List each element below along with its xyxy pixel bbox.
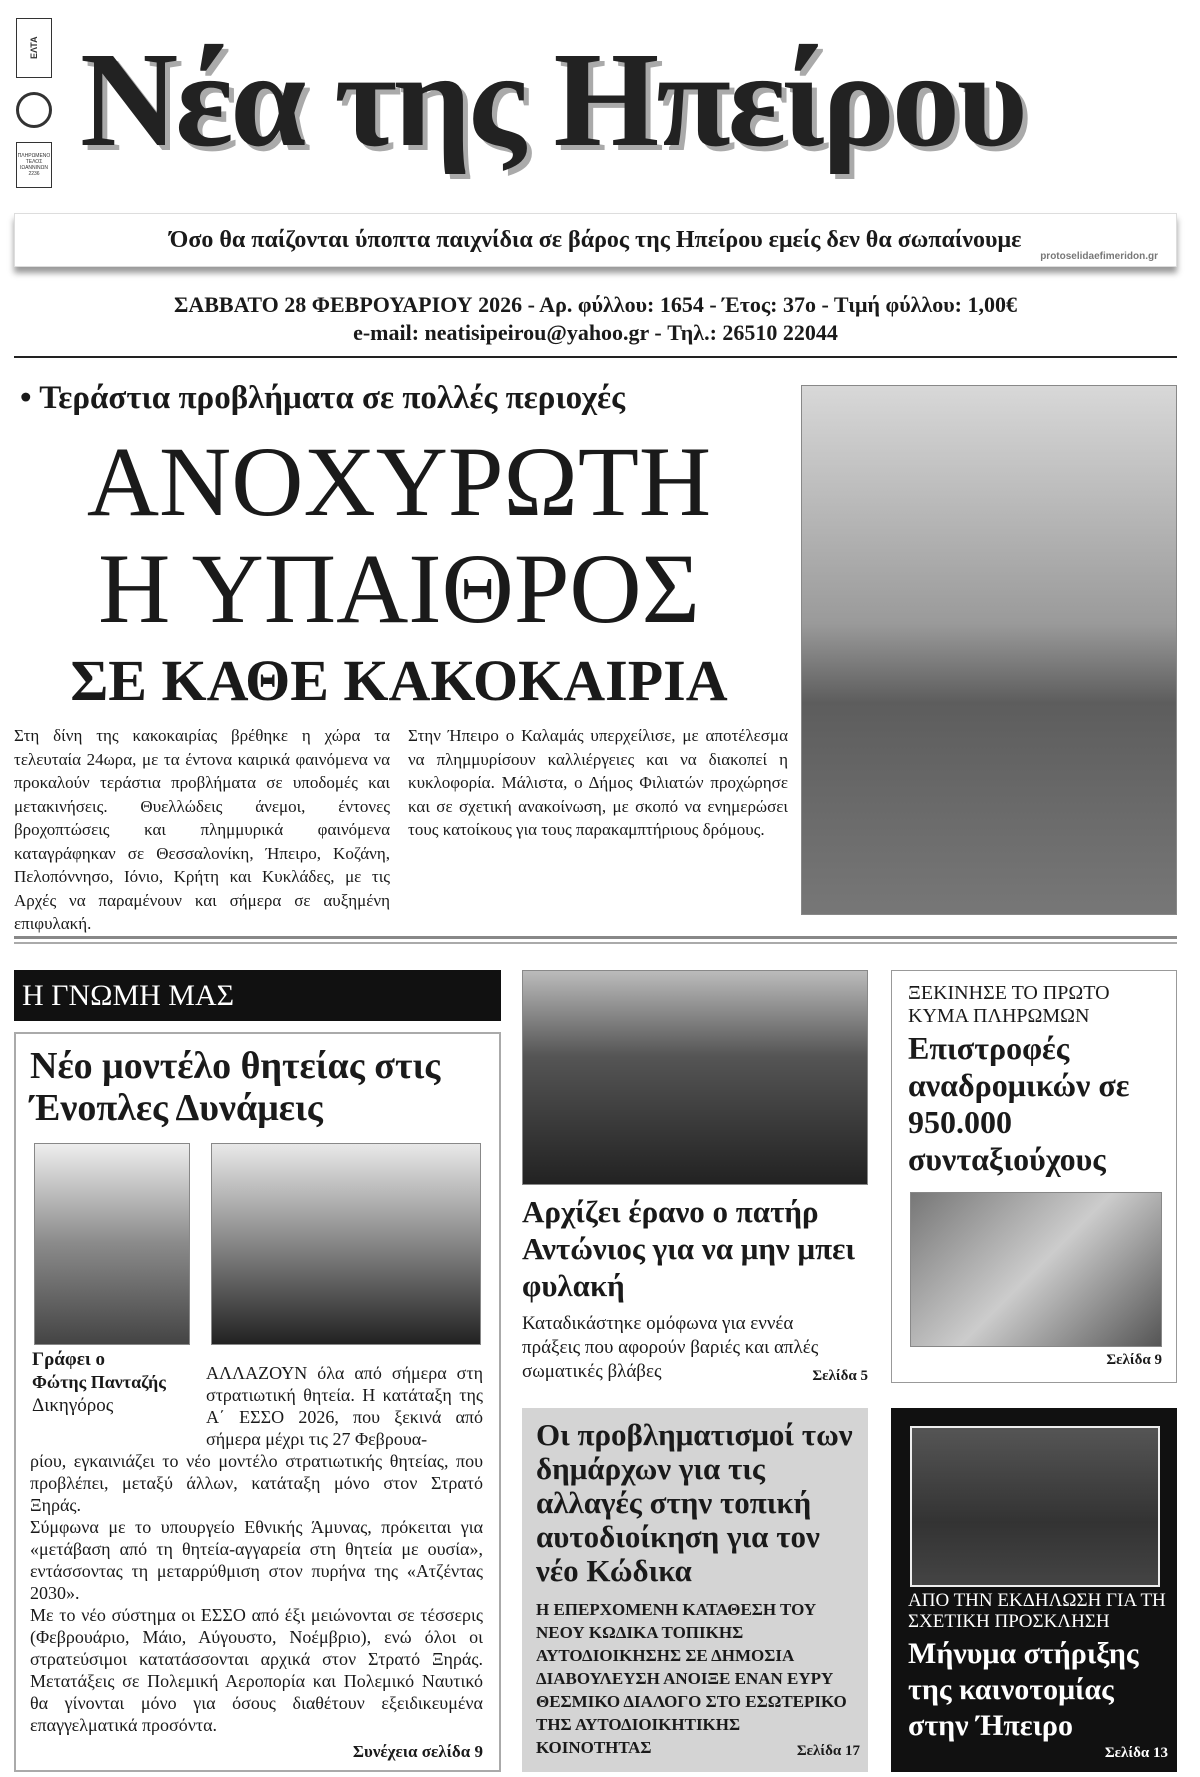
event-photo xyxy=(910,1426,1160,1587)
story2-sub: Καταδικάστηκε ομόφωνα για εννέα πράξεις που αφορούν βαριές και απλές σωματικές βλάβες xyxy=(522,1313,819,1382)
byline-prefix: Γράφει ο xyxy=(32,1349,105,1370)
seal-logo xyxy=(16,92,52,128)
contact-line: e-mail: neatisipeirou@yahoo.gr - Τηλ.: 26510 22044 xyxy=(353,320,838,345)
story4-box xyxy=(522,1408,868,1772)
lead-kicker: • Τεράστια προβλήματα σε πολλές περιοχές xyxy=(20,380,626,416)
lead-headline-1: ΑΝΟΧΥΡΩΤΗ xyxy=(86,426,712,537)
minister-photo xyxy=(211,1143,481,1345)
watermark: protoselidaefimeridon.gr xyxy=(1040,251,1158,262)
opinion-label: Η ΓΝΩΜΗ ΜΑΣ xyxy=(14,970,501,1021)
slogan-banner xyxy=(14,213,1177,267)
double-rule-top xyxy=(14,936,1177,939)
newspaper-title: Νέα της Ηπείρου xyxy=(80,25,1025,175)
opinion-paragraph: Σύμφωνα με το υπουργείο Εθνικής Άμυνας, πρόκειται για «μετάβαση από τη θητεία-αγγαρεία στη θητεία με ουσία», εντάσσοντας τη μεταρρύθμιση στον πυρήνα της «Ατζέντας 2030». xyxy=(30,1517,483,1603)
lead-body-col1: Στη δίνη της κακοκαιρίας βρέθηκε η χώρα τα τελευταία 24ωρα, με τα έντονα καιρικά φαινόμενα να προκαλούν τεράστια προβλήματα σε υποδομές και μετακινήσεις. Θυελλώδεις άνεμοι, έντονες βροχοπτώσεις και πλημμυρικά φαινόμενα καταγράφηκαν σε Θεσσαλονίκη, Ήπειρο, Κοζάνη, Πελοπόννησο, Ιόνιο, Κρήτη και Κυκλάδες, με τις Αρχές να παραμένουν και σήμερα σε αυξημένη επιφυλακή. xyxy=(14,726,390,933)
slogan-text: Όσο θα παίζονται ύποπτα παιχνίδια σε βάρος της Ηπείρου εμείς δεν θα σωπαίνουμε xyxy=(169,226,1022,253)
lead-headline-2: Η ΥΠΑΙΘΡΟΣ xyxy=(98,533,700,644)
flooded-church-photo xyxy=(801,385,1177,915)
opinion-intro: ΑΛΛΑΖΟΥΝ όλα από σήμερα στη στρατιωτική θητεία. Η κατάταξη της Α΄ ΕΣΣΟ 2026, που ξεκινά από σήμερα μέχρι τις 27 Φεβρουα- xyxy=(206,1363,483,1449)
opinion-body xyxy=(30,1450,483,1736)
byline-role: Δικηγόρος xyxy=(32,1395,114,1416)
postage-paid-logo: ΠΛΗΡΩΜΕΝΟ ΤΕΛΟΣ ΙΩΑΝΝΙΝΩΝ 2236 xyxy=(16,142,52,188)
story5-headline: Μήνυμα στήριξης της καινοτομίας στην Ήπειρο xyxy=(908,1637,1139,1742)
story3-page[interactable]: Σελίδα 9 xyxy=(1106,1352,1162,1368)
story5-kicker: ΑΠΟ ΤΗΝ ΕΚΔΗΛΩΣΗ ΓΙΑ ΤΗ ΣΧΕΤΙΚΗ ΠΡΟΣΚΛΗΣΗ xyxy=(908,1590,1166,1632)
story3-kicker: ΞΕΚΙΝΗΣΕ ΤΟ ΠΡΩΤΟ ΚΥΜΑ ΠΛΗΡΩΜΩΝ xyxy=(908,982,1110,1027)
lead-body-col2: Στην Ήπειρο ο Καλαμάς υπερχείλισε, με αποτέλεσμα να πλημμυρίσουν καλλιέργειες και να διακοπεί η κυκλοφορία. Μάλιστα, ο Δήμος Φιλιατών προχώρησε και σε σχετική ανακοίνωση, με σκοπό να ενημερώσει τους κατοίκους για τους παρακαμπτήριους δρόμους. xyxy=(408,726,788,839)
story3-headline: Επιστροφές αναδρομικών σε 950.000 συνταξιούχους xyxy=(908,1030,1130,1177)
story4-sub: Η ΕΠΕΡΧΟΜΕΝΗ ΚΑΤΑΘΕΣΗ ΤΟΥ ΝΕΟΥ ΚΩΔΙΚΑ ΤΟΠΙΚΗΣ ΑΥΤΟΔΙΟΙΚΗΣΗΣ ΣΕ ΔΗΜΟΣΙΑ ΔΙΑΒΟΥΛΕΥΣΗ ΑΝΟΙΞΕ ΕΝΑΝ ΕΥΡΥ ΘΕΣΜΙΚΟ ΔΙΑΛΟΓΟ ΣΤΟ ΕΣΩΤΕΡΙΚΟ ΤΗΣ ΑΥΤΟΔΙΟΙΚΗΤΙΚΗΣ ΚΟΙΝΟΤΗΤΑΣ xyxy=(536,1600,847,1757)
story2-page[interactable]: Σελίδα 5 xyxy=(812,1368,868,1384)
byline-author: Φώτης Πανταζής xyxy=(32,1372,166,1392)
opinion-paragraph: ρίου, εγκαινιάζει το νέο μοντέλο στρατιωτικής θητείας, που προβλέπει, μεταξύ άλλων, κατάταξη μόνο στον Στρατό Ξηράς. xyxy=(30,1451,483,1515)
priest-photo xyxy=(522,970,868,1185)
double-rule-bottom xyxy=(14,942,1177,944)
opinion-title: Νέο μοντέλο θητείας στις Ένοπλες Δυνάμεις xyxy=(30,1045,441,1129)
story2-headline: Αρχίζει έρανο ο πατήρ Αντώνιος για να μην μπει φυλακή xyxy=(522,1194,855,1303)
story4-page[interactable]: Σελίδα 17 xyxy=(796,1743,860,1759)
author-photo xyxy=(34,1143,190,1345)
divider xyxy=(14,356,1177,358)
elta-logo: ΕΛΤΑ xyxy=(16,18,52,78)
story5-page[interactable]: Σελίδα 13 xyxy=(1104,1745,1168,1761)
story4-headline: Οι προβληματισμοί των δημάρχων για τις αλλαγές στην τοπική αυτοδιοίκηση για τον νέο Κώδικα xyxy=(536,1417,853,1588)
opinion-paragraph: Με το νέο σύστημα οι ΕΣΣΟ από έξι μειώνονται σε τέσσερις (Φεβρουάριο, Μάιο, Αύγουστο, Νοέμβριο), ενώ όλοι οι στρατεύσιμοι κατατάσσονται αρχικά στον Στρατό Ξηράς. Μετατάξεις σε Πολεμική Αεροπορία και Πολεμικό Ναυτικό θα γίνονται μόνο για όσους διαθέτουν εξειδικευμένα επαγγελματικά προσόντα. xyxy=(30,1605,483,1735)
pension-money-photo xyxy=(910,1192,1162,1347)
dateline: ΣΑΒΒΑΤΟ 28 ΦΕΒΡΟΥΑΡΙΟΥ 2026 - Αρ. φύλλου: 1654 - Έτος: 37ο - Τιμή φύλλου: 1,00€ xyxy=(173,292,1017,317)
lead-headline-3: ΣΕ ΚΑΘΕ ΚΑΚΟΚΑΙΡΙΑ xyxy=(70,648,728,713)
continued-link[interactable]: Συνέχεια σελίδα 9 xyxy=(352,1742,483,1761)
